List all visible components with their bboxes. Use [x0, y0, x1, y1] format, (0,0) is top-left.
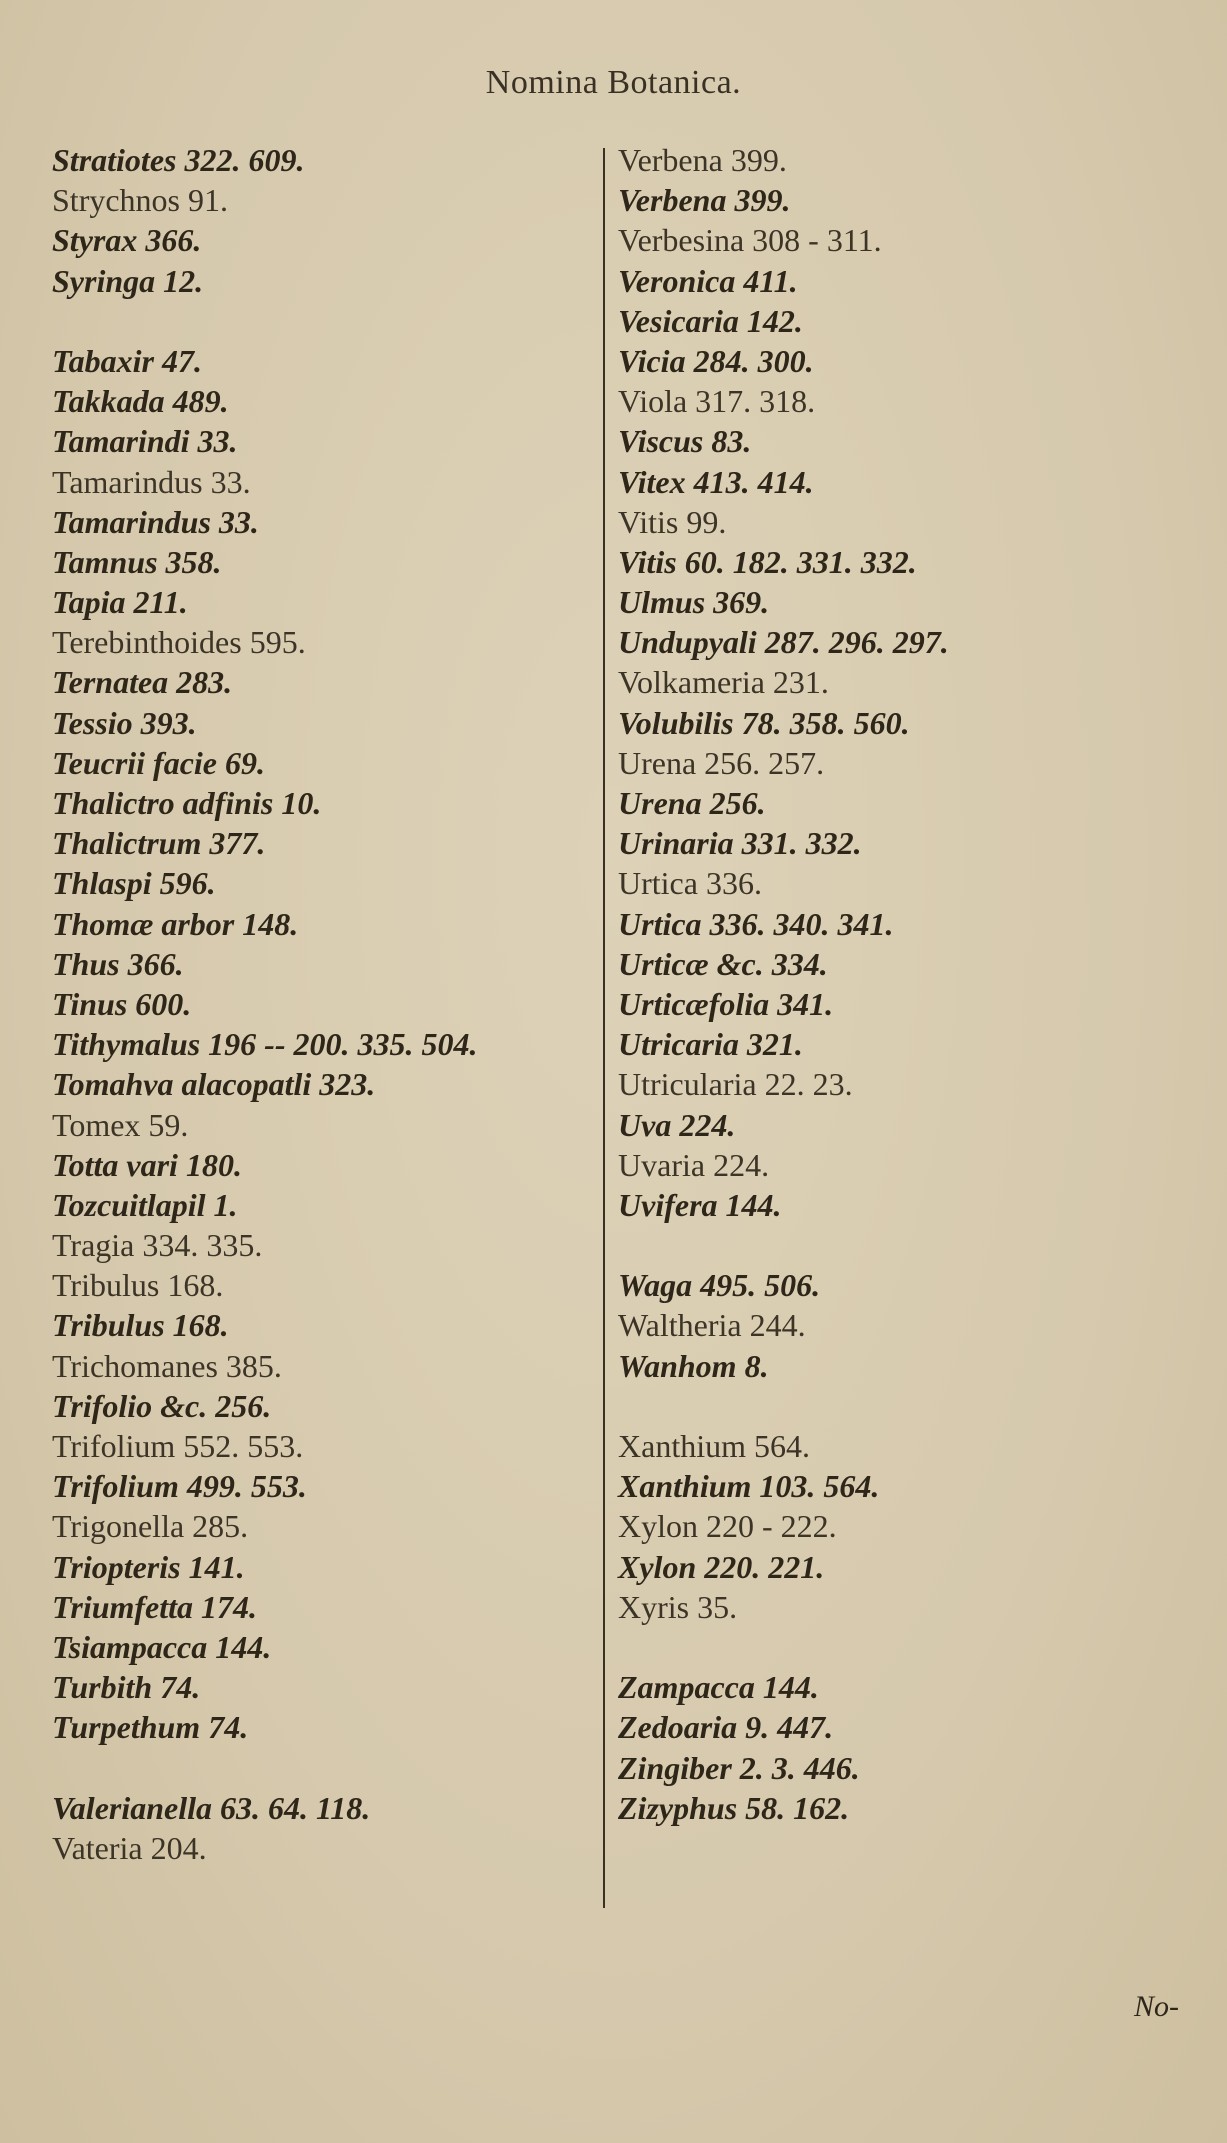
index-entry: Vicia 284. 300. [618, 342, 814, 379]
index-entry: Urtica 336. 340. 341. [618, 905, 894, 942]
index-entry: Tozcuitlapil 1. [52, 1186, 238, 1223]
index-entry: Vitis 99. [618, 503, 727, 540]
index-entry: Utricularia 22. 23. [618, 1066, 853, 1103]
catchword: No- [1134, 1990, 1179, 2023]
index-entry: Utricaria 321. [618, 1026, 803, 1063]
index-entry: Syringa 12. [52, 262, 204, 299]
left-index-column [52, 140, 592, 1868]
index-entry: Styrax 366. [52, 222, 202, 259]
index-entry: Takkada 489. [52, 383, 229, 420]
index-entry: Turbith 74. [52, 1669, 201, 1706]
index-entry: Thalictro adfinis 10. [52, 785, 322, 821]
index-entry: Tribulus 168. [52, 1307, 229, 1344]
index-entry: Xylon 220 - 222. [618, 1508, 837, 1545]
index-entry: Trifolium 552. 553. [52, 1428, 304, 1464]
index-entry: Volkameria 231. [618, 664, 829, 701]
index-entry: Tamnus 358. [52, 543, 222, 580]
index-entry: Tomahva alacopatli 323. [52, 1066, 376, 1103]
index-entry: Valerianella 63. 64. 118. [52, 1789, 371, 1826]
index-entry: Totta vari 180. [52, 1146, 242, 1183]
index-entry: Tragia 334. 335. [52, 1227, 263, 1264]
index-entry: Waga 495. 506. [618, 1267, 821, 1304]
index-entry: Terebinthoides 595. [52, 624, 306, 661]
index-entry: Vitis 60. 182. 331. 332. [618, 543, 917, 580]
index-entry: Thus 366. [52, 945, 184, 982]
index-entry: Ternatea 283. [52, 664, 233, 701]
index-entry: Uvifera 144. [618, 1186, 782, 1223]
index-entry: Uva 224. [618, 1106, 736, 1143]
index-entry: Verbesina 308 - 311. [618, 222, 882, 259]
index-entry: Urena 256. 257. [618, 744, 825, 781]
index-entry: Tribulus 168. [52, 1267, 224, 1304]
index-entry: Tsiampacca 144. [52, 1628, 272, 1665]
right-index-column [618, 140, 1138, 1828]
index-entry: Tessio 393. [52, 704, 197, 741]
index-entry: Teucrii facie 69. [52, 744, 265, 781]
index-entry: Wanhom 8. [618, 1347, 769, 1384]
index-entry: Tinus 600. [52, 985, 192, 1022]
index-entry: Waltheria 244. [618, 1307, 806, 1344]
index-entry: Urticæfolia 341. [618, 985, 834, 1022]
index-entry: Viola 317. 318. [618, 383, 816, 420]
index-entry: Verbena 399. [618, 142, 787, 178]
index-entry: Strychnos 91. [52, 182, 228, 219]
index-entry: Tamarindus 33. [52, 463, 251, 500]
index-entry: Thlaspi 596. [52, 865, 216, 902]
index-entry: Uvaria 224. [618, 1146, 770, 1183]
index-entry: Trichomanes 385. [52, 1347, 282, 1384]
section-gap [52, 1748, 592, 1788]
index-entry: Urtica 336. [618, 865, 762, 902]
index-entry: Urena 256. [618, 785, 766, 821]
index-entry: Triopteris 141. [52, 1548, 245, 1585]
index-entry: Urinaria 331. 332. [618, 825, 862, 862]
index-entry: Tamarindi 33. [52, 423, 238, 460]
index-entry: Tapia 211. [52, 584, 188, 621]
index-entry: Zizyphus 58. 162. [618, 1789, 850, 1826]
index-entry: Urticæ &c. 334. [618, 945, 828, 982]
index-entry: Xanthium 564. [618, 1428, 810, 1464]
column-divider-rule [603, 148, 605, 1908]
index-entry: Vitex 413. 414. [618, 463, 814, 500]
index-entry: Undupyali 287. 296. 297. [618, 624, 949, 661]
index-entry: Verbena 399. [618, 182, 791, 219]
section-gap [618, 1386, 1138, 1426]
index-entry: Xyris 35. [618, 1588, 738, 1625]
index-entry: Turpethum 74. [52, 1709, 249, 1746]
index-entry: Tamarindus 33. [52, 503, 259, 540]
index-entry: Thomæ arbor 148. [52, 905, 299, 942]
index-entry: Tithymalus 196 -- 200. 335. 504. [52, 1026, 478, 1063]
section-gap [618, 1627, 1138, 1667]
index-entry: Tomex 59. [52, 1106, 189, 1143]
index-entry: Zedoaria 9. 447. [618, 1709, 834, 1746]
index-entry: Xanthium 103. 564. [618, 1468, 880, 1505]
index-entry: Zampacca 144. [618, 1669, 819, 1706]
index-entry: Trifolium 499. 553. [52, 1468, 307, 1505]
index-entry: Ulmus 369. [618, 584, 770, 621]
index-entry: Tabaxir 47. [52, 342, 202, 379]
index-entry: Veronica 411. [618, 262, 798, 299]
index-entry: Volubilis 78. 358. 560. [618, 704, 910, 741]
index-entry: Zingiber 2. 3. 446. [618, 1749, 860, 1786]
index-entry: Trifolio &c. 256. [52, 1387, 272, 1424]
index-entry: Thalictrum 377. [52, 825, 266, 862]
index-entry: Xylon 220. 221. [618, 1548, 825, 1585]
page-title: Nomina Botanica. [485, 64, 742, 101]
index-entry: Trigonella 285. [52, 1508, 249, 1545]
index-entry: Viscus 83. [618, 423, 752, 460]
index-entry: Vesicaria 142. [618, 302, 803, 339]
section-gap [618, 1225, 1138, 1265]
index-entry: Vateria 204. [52, 1829, 207, 1866]
index-entry: Triumfetta 174. [52, 1588, 258, 1625]
section-gap [52, 301, 592, 341]
index-entry: Stratiotes 322. 609. [52, 142, 305, 178]
